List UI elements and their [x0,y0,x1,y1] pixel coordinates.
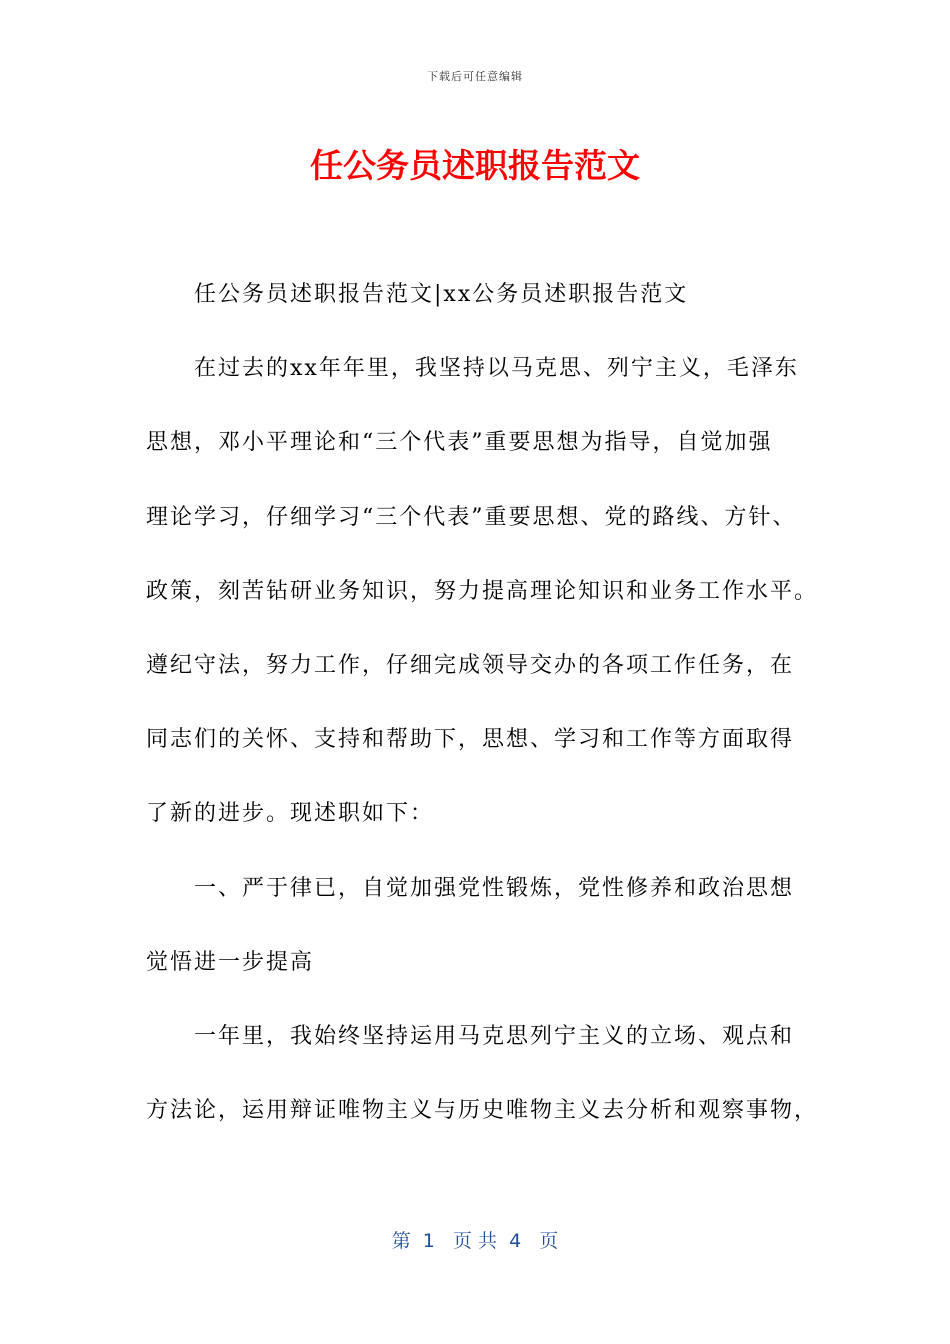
body-line: 一、严于律已，自觉加强党性锻炼，党性修养和政治思想 [194,875,795,901]
header-note: 下载后可任意编辑 [427,70,523,83]
body-line: 政策，刻苦钻研业务知识，努力提高理论知识和业务工作水平。 [146,578,819,604]
body-line: 方法论，运用辩证唯物主义与历史唯物主义去分析和观察事物， [146,1098,819,1124]
document-body [146,258,819,1148]
body-line: 理论学习，仔细学习“三个代表”重要思想、党的路线、方针、 [146,504,797,530]
body-line: 了新的进步。现述职如下： [146,801,435,827]
body-line: 同志们的关怀、支持和帮助下，思想、学习和工作等方面取得 [146,727,795,753]
body-line: 遵纪守法，努力工作，仔细完成领导交办的各项工作任务，在 [146,652,795,678]
body-line: 一年里，我始终坚持运用马克思列宁主义的立场、观点和 [194,1023,795,1049]
body-line: 思想，邓小平理论和“三个代表”重要思想为指导，自觉加强 [146,430,773,456]
document-title: 任公务员述职报告范文 [310,146,640,185]
page-number: 第 1 页 共 4 页 [391,1230,559,1252]
body-line: 在过去的xx年年里，我坚持以马克思、列宁主义，毛泽东 [194,356,799,382]
body-line: 任公务员述职报告范文|xx公务员述职报告范文 [194,282,689,307]
body-line: 觉悟进一步提高 [146,949,315,975]
